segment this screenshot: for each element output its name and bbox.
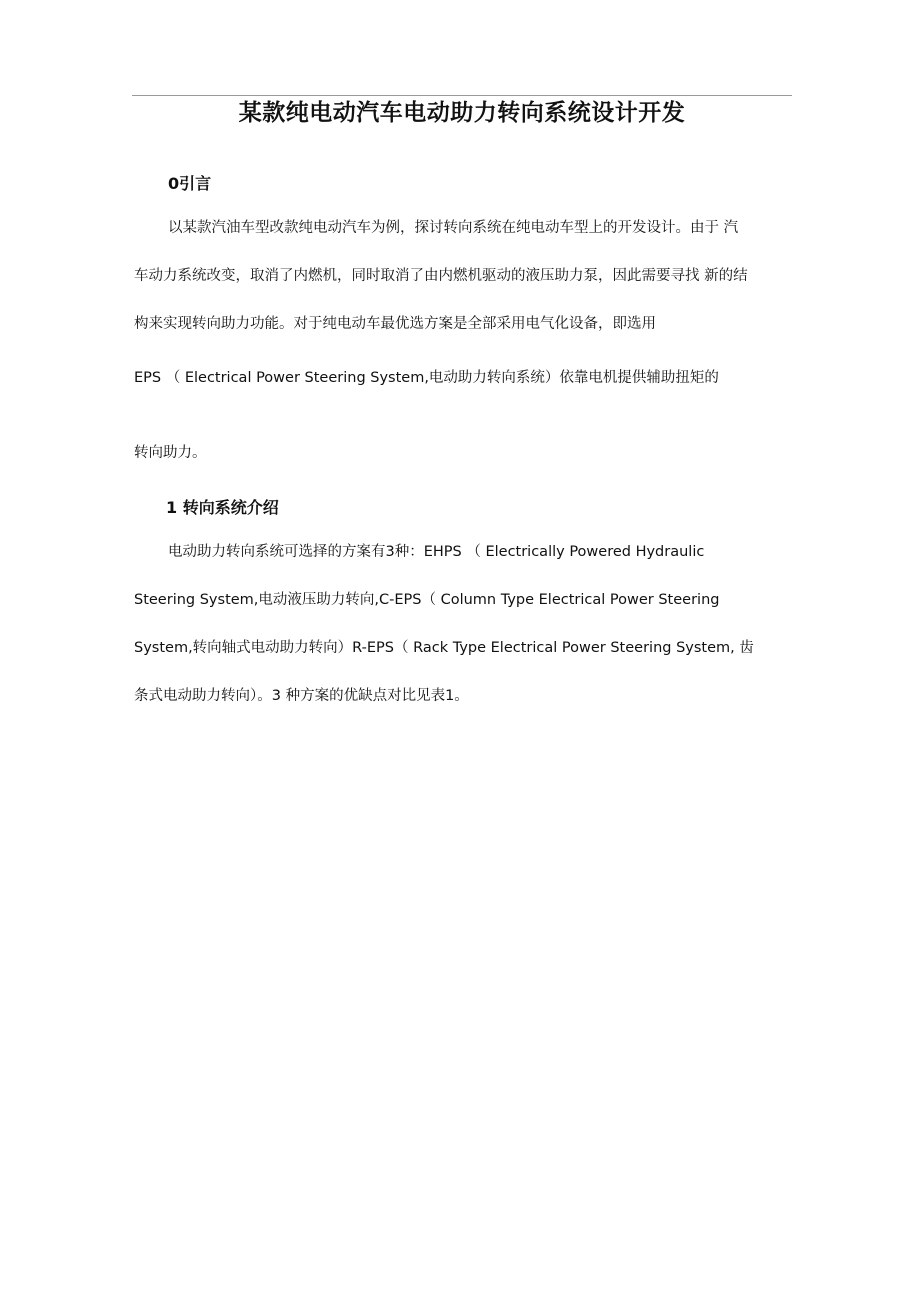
paragraph-line: 电动助力转向系统可选择的方案有3种：EHPS （ Electrically Powered Hydraulic: [168, 544, 705, 560]
paragraph-line: 构来实现转向助力功能。对于纯电动车最优选方案是全部采用电气化设备，即选用: [134, 316, 656, 332]
document-title: 某款纯电动汽车电动助力转向系统设计开发: [238, 100, 686, 126]
header-rule: [132, 95, 792, 96]
section-heading-introduction: 0引言: [168, 174, 212, 193]
paragraph-line: 条式电动助力转向）。3 种方案的优缺点对比见表1。: [134, 688, 469, 704]
paragraph-line: Steering System,电动液压助力转向,C-EPS（ Column Type Electrical Power Steering: [134, 592, 720, 608]
paragraph-line: 车动力系统改变，取消了内燃机，同时取消了由内燃机驱动的液压助力泵，因此需要寻找 新的结: [134, 268, 748, 284]
paragraph-line: 转向助力。: [134, 445, 207, 461]
section-heading-steering-system: 1 转向系统介绍: [166, 498, 279, 517]
paragraph-line: EPS （ Electrical Power Steering System,电动助力转向系统）依靠电机提供辅助扭矩的: [134, 370, 719, 386]
paragraph-line: 以某款汽油车型改款纯电动汽车为例，探讨转向系统在纯电动车型上的开发设计。由于 汽: [168, 220, 739, 236]
paragraph-line: System,转向轴式电动助力转向）R-EPS（ Rack Type Electrical Power Steering System, 齿: [134, 640, 754, 656]
